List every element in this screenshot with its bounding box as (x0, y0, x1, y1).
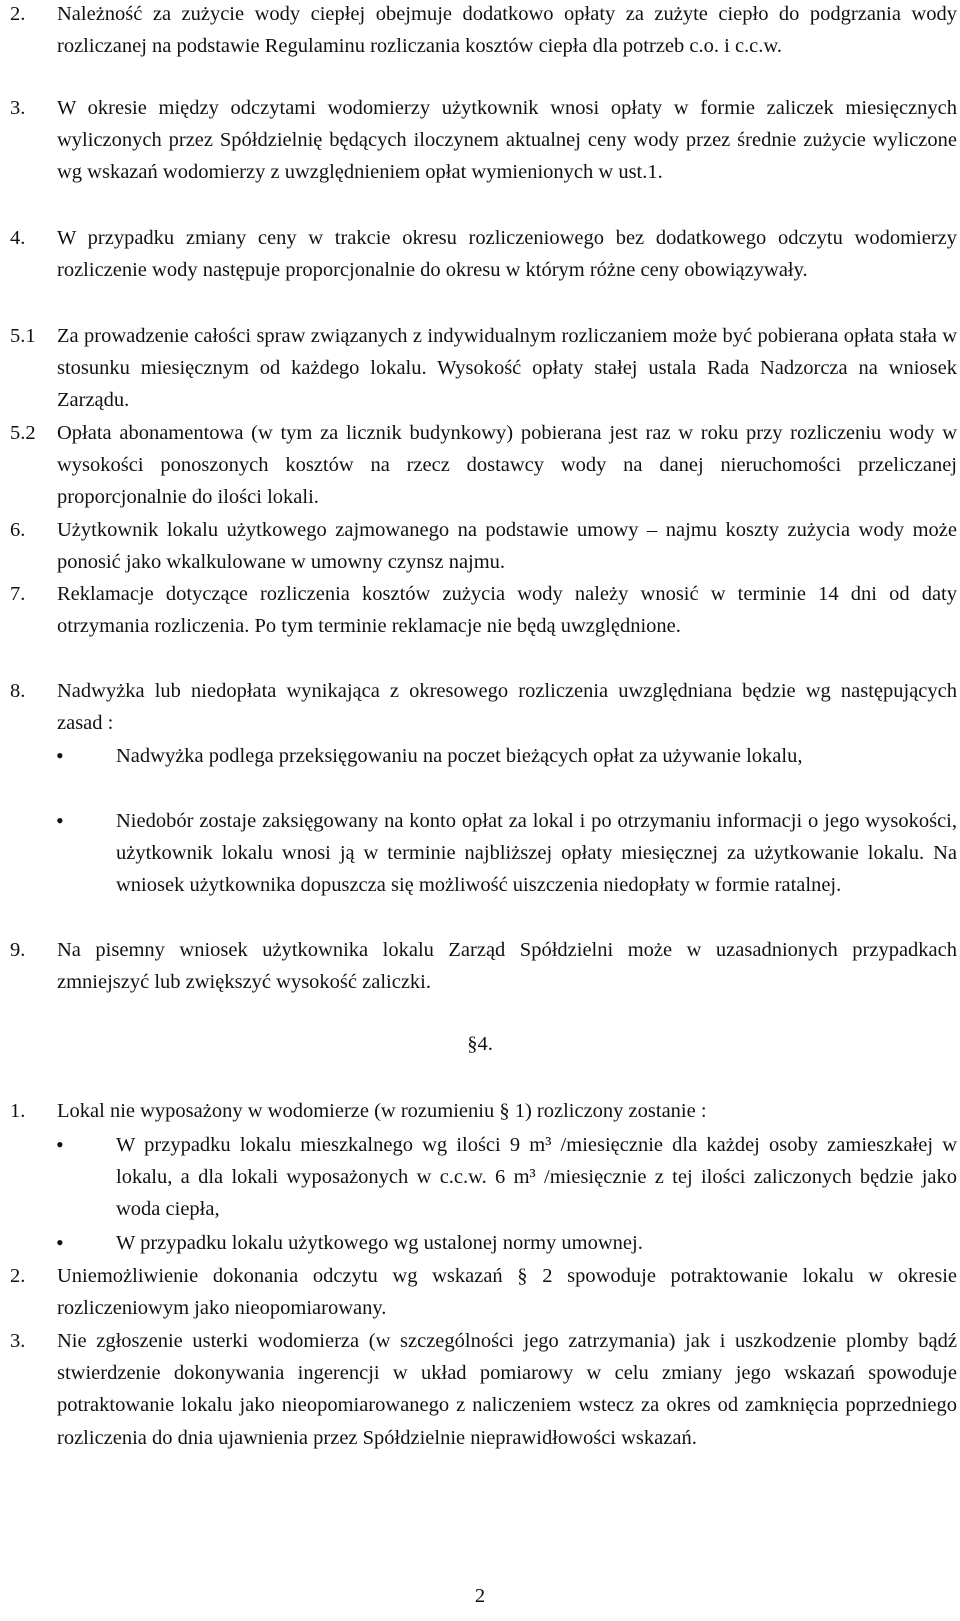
item-text: Na pisemny wniosek użytkownika lokalu Zarząd Spółdzielni może w uzasadnionych przypadkach zmniejszyć lub zwiększyć wysokość zaliczki. (57, 939, 957, 994)
item-number: 3. (10, 1330, 26, 1352)
item-number: 5.1 (10, 325, 36, 347)
item-number: 4. (10, 227, 26, 249)
bullet-icon: • (56, 743, 64, 768)
item-text: Za prowadzenie całości spraw związanych z indywidualnym rozliczaniem może być pobierana opłata stała w stosunku miesięcznym od każdego lokalu. Wysokość opłaty stałej ustala Rada Nadzorcza na wniosek Zarządu. (57, 325, 957, 412)
item-number: 1. (10, 1100, 26, 1122)
item-text: W okresie między odczytami wodomierzy użytkownik wnosi opłaty w formie zaliczek miesięcznych wyliczonych przez Spółdzielnię będących iloczynem aktualnej ceny wody przez średnie zużycie wyliczone wg wskazań wodomierzy z uwzględnieniem opłat wymienionych w ust.1. (57, 97, 957, 184)
item-text: Uniemożliwienie dokonania odczytu wg wskazań § 2 spowoduje potraktowanie lokalu w okresie rozliczeniowym jako nieopomiarowany. (57, 1265, 957, 1320)
item-number: 2. (10, 3, 26, 25)
item-text: Nie zgłoszenie usterki wodomierza (w szczególności jego zatrzymania) jak i uszkodzenie plomby bądź stwierdzenie dokonywania ingerencji w układ pomiarowy w celu zmiany jego wskazań spowoduje potraktowanie lokalu jako nieopomiarowanego z naliczeniem wstecz za okres od zamknięcia poprzedniego rozliczenia do dnia ujawnienia przez Spółdzielnie nieprawidłowości wskazań. (57, 1330, 957, 1449)
item-number: 2. (10, 1265, 26, 1287)
bullet-icon: • (56, 808, 64, 833)
item-text: Użytkownik lokalu użytkowego zajmowanego na podstawie umowy – najmu koszty zużycia wody może ponosić jako wkalkulowane w umowny czynsz najmu. (57, 519, 957, 574)
item-number: 8. (10, 680, 26, 702)
page-number: 2 (474, 1585, 486, 1607)
item-number: 9. (10, 939, 26, 961)
bullet-text: W przypadku lokalu użytkowego wg ustalonej normy umownej. (116, 1232, 643, 1254)
item-text: Opłata abonamentowa (w tym za licznik budynkowy) pobierana jest raz w roku przy rozliczeniu wody w wysokości ponoszonych kosztów na rzecz dostawcy wody na danej nieruchomości przeliczanej proporcjonalnie do ilości lokali. (57, 422, 957, 509)
bullet-text: Nadwyżka podlega przeksięgowaniu na poczet bieżących opłat za używanie lokalu, (116, 745, 803, 767)
bullet-text: W przypadku lokalu mieszkalnego wg ilości 9 m³ /miesięcznie dla każdej osoby zamieszkałej w lokalu, a dla lokali wyposażonych w c.c.w. 6 m³ /miesięcznie z tej ilości zaliczonych będzie jako woda ciepła, (116, 1134, 957, 1221)
section-heading: §4. (467, 1033, 493, 1055)
item-text: Należność za zużycie wody ciepłej obejmuje dodatkowo opłaty za zużyte ciepło do podgrzania wody rozliczanej na podstawie Regulaminu rozliczania kosztów ciepła dla potrzeb c.o. i c.c.w. (57, 3, 957, 58)
item-number: 7. (10, 583, 26, 605)
item-text: Lokal nie wyposażony w wodomierze (w rozumieniu § 1) rozliczony zostanie : (57, 1100, 707, 1122)
bullet-icon: • (56, 1132, 64, 1157)
item-number: 5.2 (10, 422, 36, 444)
item-text: Reklamacje dotyczące rozliczenia kosztów zużycia wody należy wnosić w terminie 14 dni od daty otrzymania rozliczenia. Po tym terminie reklamacje nie będą uwzględnione. (57, 583, 957, 638)
item-text: W przypadku zmiany ceny w trakcie okresu rozliczeniowego bez dodatkowego odczytu wodomierzy rozliczenie wody następuje proporcjonalnie do okresu w którym różne ceny obowiązywały. (57, 227, 957, 282)
bullet-text: Niedobór zostaje zaksięgowany na konto opłat za lokal i po otrzymaniu informacji o jego wysokości, użytkownik lokalu wnosi ją w terminie najbliższej opłaty miesięcznej za użytkowanie lokalu. Na wniosek użytkownika dopuszcza się możliwość uiszczenia niedopłaty w formie ratalnej. (116, 810, 957, 897)
bullet-icon: • (56, 1230, 64, 1255)
item-number: 6. (10, 519, 26, 541)
item-number: 3. (10, 97, 26, 119)
item-text: Nadwyżka lub niedopłata wynikająca z okresowego rozliczenia uwzględniana będzie wg następujących zasad : (57, 680, 957, 735)
